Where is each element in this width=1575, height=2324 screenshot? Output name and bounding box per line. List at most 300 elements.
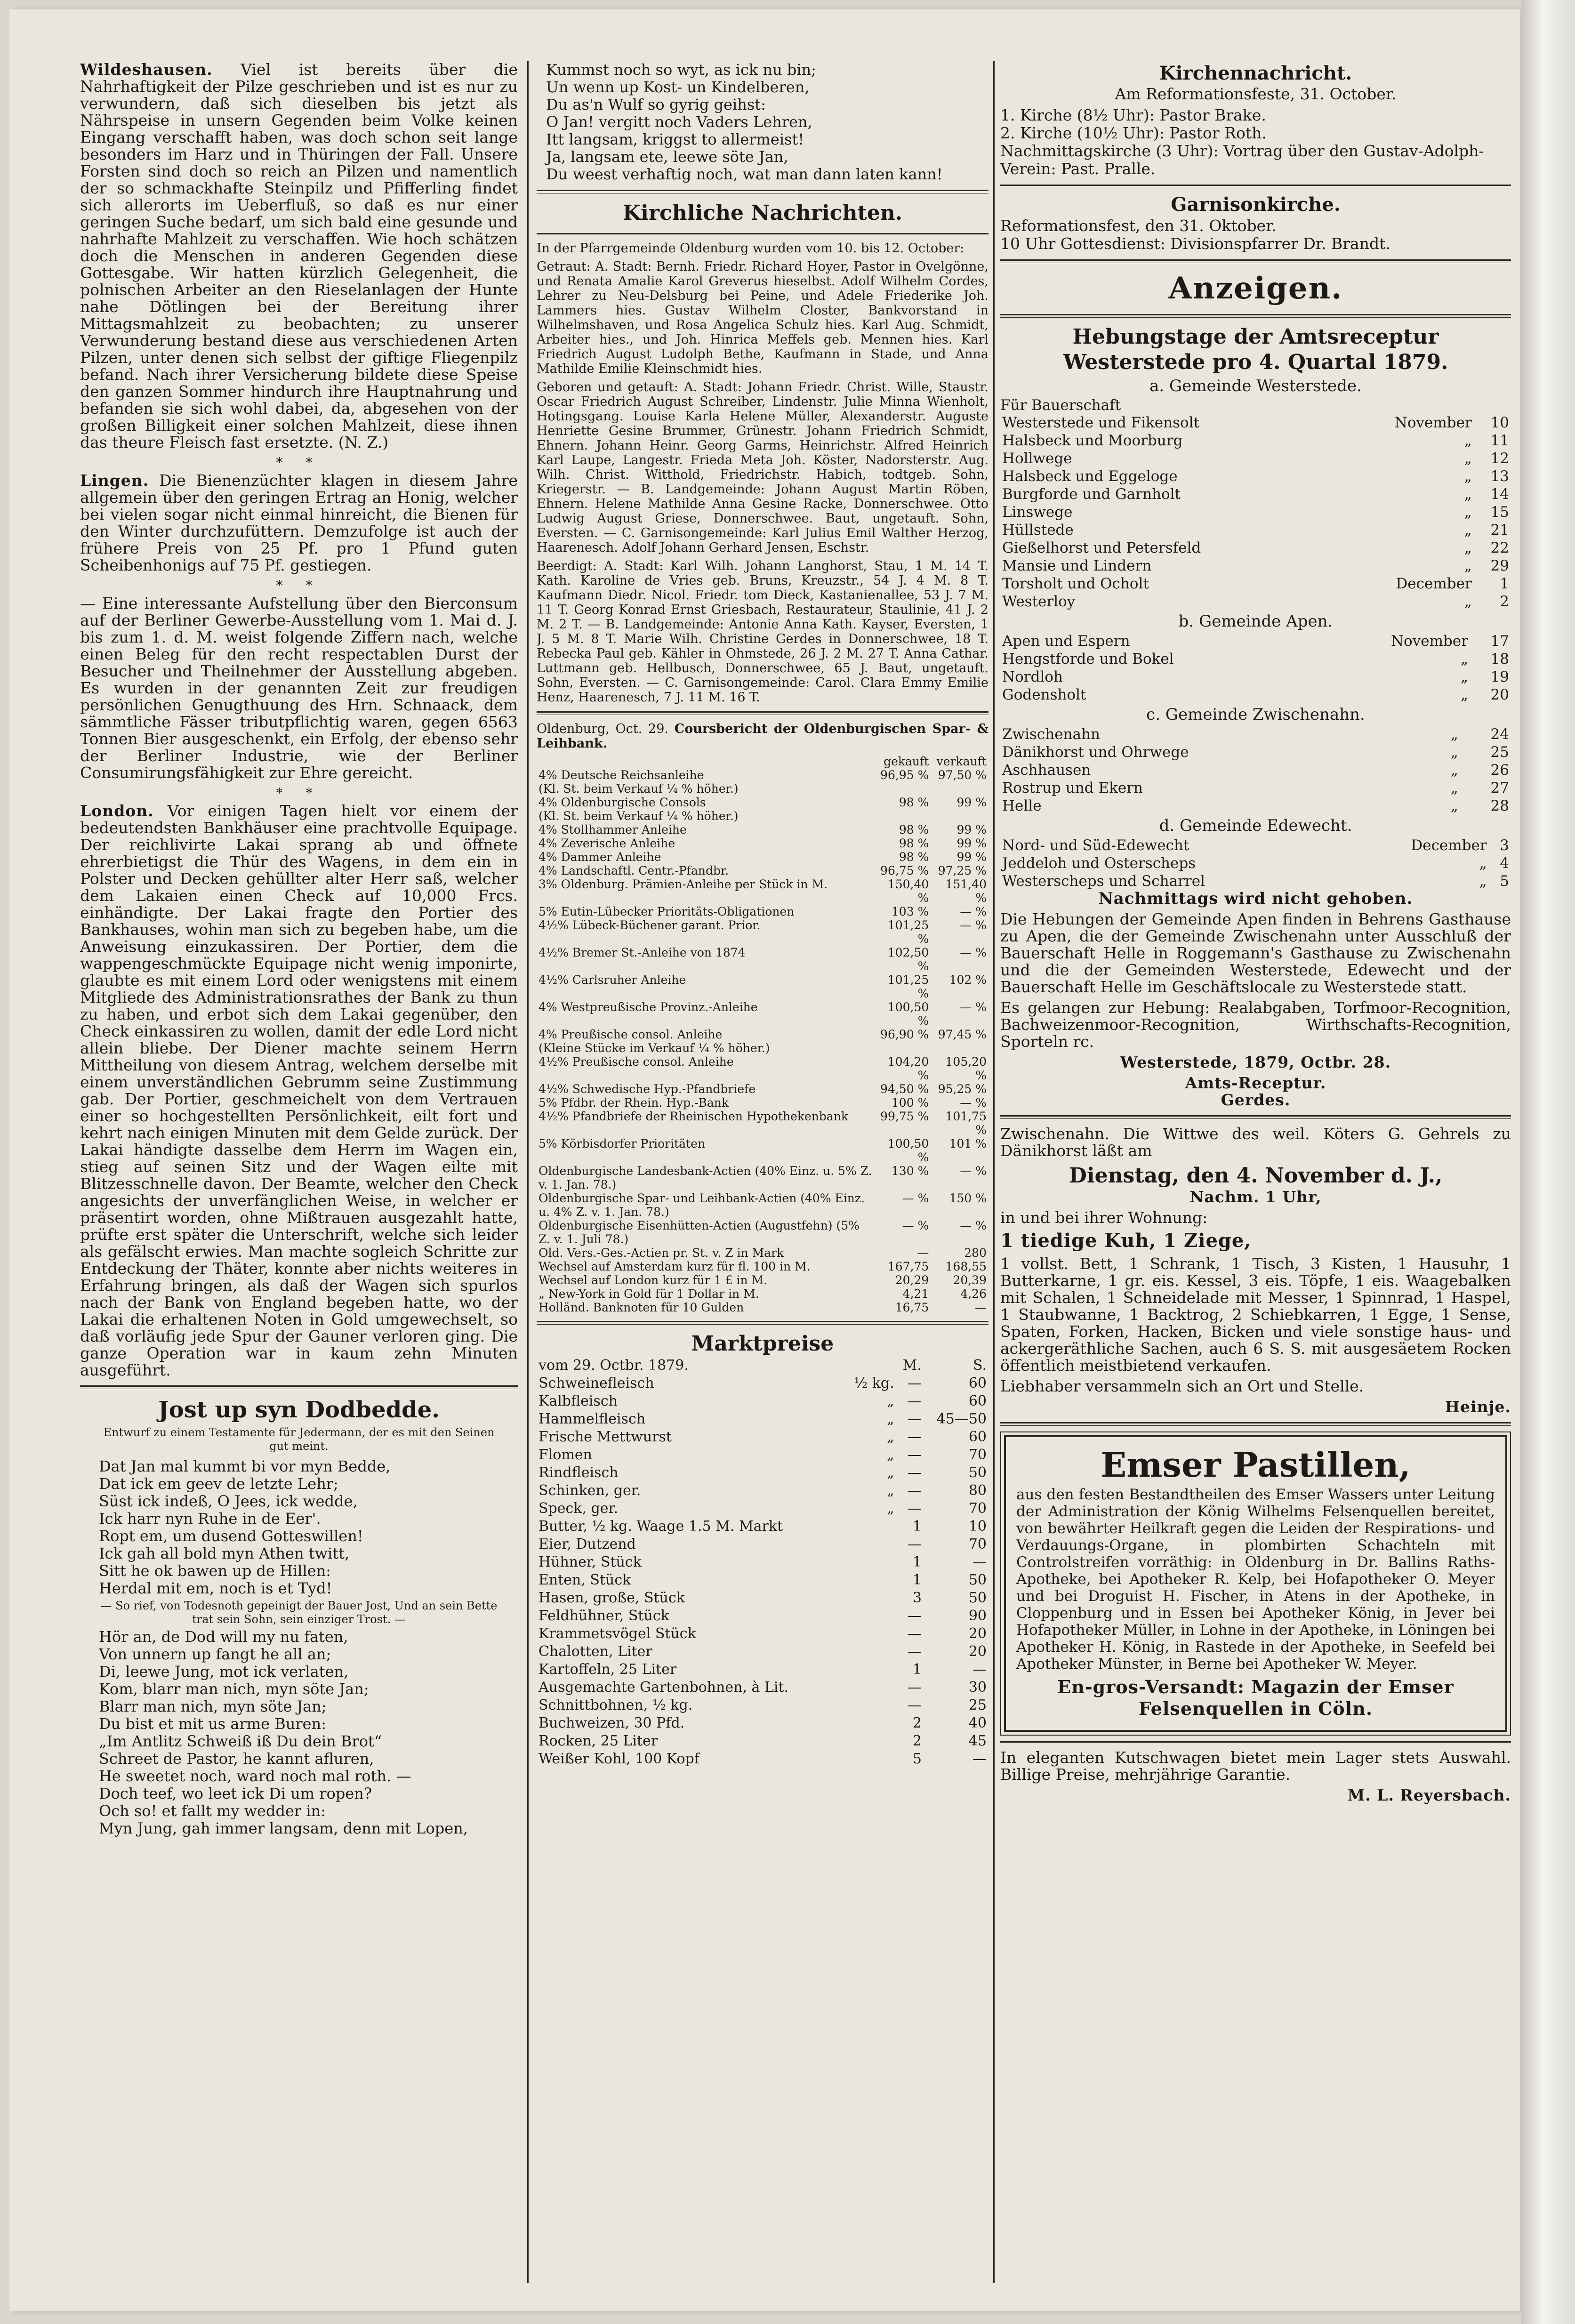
- table-row: [1000, 668, 1511, 686]
- table-cell: 4,26: [960, 1287, 987, 1301]
- table-row: [537, 1219, 988, 1246]
- kirchennachricht-date: Am Reformationsfeste, 31. October.: [1115, 85, 1397, 103]
- table-cell: 4: [1500, 855, 1509, 872]
- section-table: [1000, 836, 1511, 890]
- divider: [537, 711, 988, 715]
- auction-date: Dienstag, den 4. November d. J.,: [1069, 1164, 1443, 1188]
- hebung-text: Die Hebungen der Gemeinde Apen finden in Behrens Gasthause zu Apen, die der Gemeinde Zwischenahn unter Ausschluß der Bauerschaft Helle in Roggemann's Gasthause zu Zwischenahn und die der Gemeinden Westerstede, Edewecht und der Bauerschaft Helle im Geschäftslocale zu Westerstede statt.: [1000, 910, 1511, 996]
- auction-text: in und bei ihrer Wohnung:: [1000, 1208, 1208, 1227]
- table-cell: Rostrup und Ekern: [1002, 780, 1143, 796]
- table-cell: 150,40 %: [887, 877, 929, 905]
- table-cell: „: [1450, 726, 1458, 743]
- table-row: [537, 1750, 988, 1768]
- auction-time: Nachm. 1 Uhr,: [1189, 1188, 1322, 1206]
- table-cell: 103 %: [891, 905, 929, 918]
- auction-footer: Liebhaber versammeln sich an Ort und Stelle.: [1000, 1377, 1364, 1395]
- table-row: [1000, 836, 1511, 854]
- table-cell: [843, 1643, 896, 1661]
- table-cell: —: [907, 1393, 922, 1409]
- table-cell: 100,50 %: [887, 1137, 929, 1164]
- table-cell: —: [907, 1500, 922, 1517]
- table-cell: Hollwege: [1002, 450, 1072, 467]
- table-cell: Gießelhorst und Petersfeld: [1002, 539, 1201, 556]
- emser-title: Emser Pastillen,: [1101, 1445, 1411, 1485]
- table-cell: 102,50 %: [887, 946, 929, 973]
- text-line: O Jan! vergitt noch Vaders Lehren,: [546, 113, 812, 131]
- table-cell: 16,75: [895, 1301, 929, 1314]
- table-cell: „: [1464, 486, 1472, 503]
- table-cell: Frische Mettwurst: [538, 1429, 672, 1445]
- table-row: [1000, 593, 1511, 611]
- kirchennachricht-lines: [1000, 106, 1511, 178]
- table-cell: 94,50 %: [880, 1082, 929, 1096]
- kirchliche-getraut: Getraut: A. Stadt: Bernh. Friedr. Richard Hoyer, Pastor in Ovelgönne, und Renata Amalie Karol Greverus hieselbst. Adolf Wilhelm Cordes, Lehrer zu Neu-Delsburg bei Peine, und Adele Friederike Joh. Lammers hies. Gustav Wilhelm Closter, Bankvorstand in Wilhelmshaven, und Rosa Angelica Schulz hies. Karl Aug. Schmidt, Arbeiter hies., und Joh. Hinrica Meffels geb. Mennen hies. Karl Friedrich August Ludolph Bethe, Kaufmann in Stade, und Anna Mathilde Emilie Kleinschmidt hies.: [537, 259, 988, 376]
- table-cell: „: [1464, 522, 1472, 539]
- table-row: [537, 973, 988, 1000]
- table-cell: 4½% Preußische consol. Anleihe: [538, 1055, 734, 1069]
- table-cell: 4,21: [902, 1287, 929, 1301]
- table-row: [1000, 632, 1511, 650]
- table-cell: Weißer Kohl, 100 Kopf: [538, 1751, 699, 1767]
- table-cell: — %: [960, 1096, 987, 1110]
- table-cell: „: [887, 1393, 894, 1409]
- table-cell: 4% Zeverische Anleihe: [538, 836, 675, 850]
- table-cell: 97,50 %: [938, 768, 987, 782]
- table-cell: [843, 1607, 896, 1625]
- table-cell: 95,25 %: [938, 1082, 987, 1096]
- table-cell: 30: [968, 1679, 987, 1696]
- table-cell: [843, 1750, 896, 1768]
- table-cell: 70: [968, 1536, 987, 1552]
- table-cell: —: [907, 1643, 922, 1660]
- table-cell: Flomen: [538, 1447, 592, 1463]
- divider: [1000, 1422, 1511, 1426]
- table-cell: „: [1464, 450, 1472, 467]
- table-cell: December: [1396, 575, 1472, 592]
- section-title: d. Gemeinde Edewecht.: [1159, 816, 1352, 835]
- table-cell: Hühner, Stück: [538, 1554, 642, 1570]
- table-cell: November: [1394, 414, 1472, 431]
- table-row: [537, 1607, 988, 1625]
- section-table: [1000, 725, 1511, 815]
- table-cell: ½ kg.: [854, 1375, 894, 1391]
- table-cell: 50: [968, 1590, 987, 1606]
- table-cell: 22: [1490, 539, 1509, 556]
- table-cell: „: [887, 1464, 894, 1481]
- article-wildeshausen: [80, 61, 518, 451]
- table-row: [537, 1246, 988, 1260]
- table-cell: Westerstede und Fikensolt: [1002, 414, 1200, 431]
- table-cell: — %: [960, 918, 987, 932]
- table-cell: 4% Dammer Anleihe: [538, 850, 661, 864]
- col-gekauft: gekauft: [884, 755, 929, 768]
- table-cell: Old. Vers.-Ges.-Actien pr. St. v. Z in Mark: [538, 1246, 784, 1260]
- kurs-place: Oldenburg, Oct. 29.: [537, 722, 668, 736]
- table-cell: 4% Landschaftl. Centr.-Pfandbr.: [538, 864, 729, 877]
- table-cell: [843, 1518, 896, 1536]
- table-cell: 4½% Lübeck-Büchener garant. Prior.: [538, 918, 761, 932]
- table-cell: Westerscheps und Scharrel: [1002, 873, 1205, 890]
- text-line: Kummst noch so wyt, as ick nu bin;: [546, 61, 816, 79]
- text-line: 1. Kirche (8½ Uhr): Pastor Brake.: [1000, 106, 1266, 124]
- divider: [1000, 1115, 1511, 1119]
- table-row: [537, 782, 988, 796]
- table-cell: Holländ. Banknoten für 10 Gulden: [538, 1301, 744, 1314]
- table-cell: Enten, Stück: [538, 1572, 631, 1588]
- table-cell: Halsbeck und Moorburg: [1002, 432, 1183, 449]
- table-row: [537, 1732, 988, 1750]
- text-line: Du as'n Wulf so gyrig geihst:: [546, 96, 766, 113]
- table-cell: 4% Preußische consol. Anleihe: [538, 1028, 723, 1041]
- table-cell: [843, 1661, 896, 1679]
- table-cell: —: [907, 1625, 922, 1642]
- table-cell: —: [907, 1464, 922, 1481]
- table-cell: November: [1390, 633, 1469, 650]
- table-row: [537, 1028, 988, 1041]
- text-line: Reformationsfest, den 31. Oktober.: [1000, 217, 1277, 235]
- markt-table: [537, 1357, 988, 1768]
- table-cell: Rocken, 25 Liter: [538, 1733, 658, 1749]
- page-edge: [1521, 0, 1575, 2324]
- table-cell: 50: [968, 1572, 987, 1588]
- table-cell: 4½% Schwedische Hyp.-Pfandbriefe: [538, 1082, 756, 1096]
- table-row: [1000, 779, 1511, 797]
- table-cell: 10: [968, 1518, 987, 1535]
- table-row: [537, 1055, 988, 1082]
- table-row: [1000, 521, 1511, 539]
- table-cell: 20,29: [895, 1273, 929, 1287]
- column-rule: [993, 61, 995, 2283]
- table-cell: 4% Deutsche Reichsanleihe: [538, 768, 704, 782]
- kurs-title: Coursbericht der Oldenburgischen Spar- & Leihbank.: [537, 722, 988, 751]
- table-cell: 4% Stollhammer Anleihe: [538, 823, 687, 836]
- table-row: [537, 1679, 988, 1697]
- table-cell: 50: [968, 1464, 987, 1481]
- table-row: [537, 1375, 988, 1392]
- table-row: [537, 823, 988, 836]
- table-cell: —: [907, 1697, 922, 1713]
- text-line: Blarr man nich, myn söte Jan;: [99, 1697, 327, 1715]
- auction-items-bold: 1 tiedige Kuh, 1 Ziege,: [1000, 1230, 1252, 1252]
- table-row: [537, 864, 988, 877]
- table-cell: 90: [968, 1608, 987, 1624]
- table-cell: 1: [912, 1661, 922, 1678]
- table-cell: Oldenburgische Landesbank-Actien (40% Einz. u. 5% Z. v. 1. Jan. 78.): [538, 1164, 872, 1191]
- table-row: [537, 1096, 988, 1110]
- table-cell: [843, 1679, 896, 1697]
- table-row: [537, 1301, 988, 1314]
- table-cell: 15: [1490, 504, 1509, 521]
- kurs-header: [537, 722, 988, 751]
- text-line: He sweetet noch, ward noch mal roth. —: [99, 1767, 411, 1785]
- table-cell: —: [907, 1482, 922, 1499]
- table-row: [537, 1041, 988, 1055]
- table-row: [1000, 503, 1511, 521]
- hebung-sections: [1000, 375, 1511, 890]
- table-row: [537, 1661, 988, 1679]
- table-cell: 5: [1500, 873, 1509, 890]
- section-title: c. Gemeinde Zwischenahn.: [1146, 705, 1365, 724]
- table-cell: —: [972, 1661, 987, 1678]
- table-cell: 99,75 %: [880, 1110, 929, 1123]
- table-cell: Schweinefleisch: [538, 1375, 654, 1391]
- table-cell: 20,39: [953, 1273, 987, 1287]
- divider: [80, 1385, 518, 1389]
- table-cell: „: [1464, 557, 1472, 574]
- table-cell: —: [907, 1536, 922, 1552]
- table-cell: 5% Eutin-Lübecker Prioritäts-Obligationen: [538, 905, 795, 918]
- table-cell: —: [972, 1751, 987, 1767]
- table-cell: „: [1450, 762, 1458, 779]
- table-cell: „: [1464, 504, 1472, 521]
- table-cell: [875, 782, 931, 796]
- article-lingen: [80, 472, 518, 574]
- table-row: [537, 1164, 988, 1191]
- text-line: Dat ick em geev de letzte Lehr;: [99, 1475, 338, 1493]
- table-cell: Burgforde und Garnholt: [1002, 486, 1181, 503]
- table-row: [537, 1000, 988, 1028]
- kirchennachricht-title: Kirchennachricht.: [1159, 62, 1352, 84]
- table-cell: Halsbeck und Eggeloge: [1002, 468, 1178, 485]
- table-cell: [843, 1625, 896, 1643]
- table-cell: Zwischenahn: [1002, 726, 1100, 743]
- divider: [537, 190, 988, 193]
- table-cell: „: [1460, 686, 1469, 703]
- kirchliche-title: Kirchliche Nachrichten.: [622, 201, 903, 225]
- table-cell: Speck, ger.: [538, 1500, 619, 1517]
- divider: [1000, 1741, 1511, 1743]
- table-row: [537, 1392, 988, 1410]
- table-row: [537, 1082, 988, 1096]
- table-cell: 20: [1490, 686, 1509, 703]
- table-cell: —: [917, 1246, 929, 1260]
- table-cell: [843, 1732, 896, 1750]
- table-row: [537, 1446, 988, 1464]
- table-cell: 12: [1490, 450, 1509, 467]
- table-cell: — %: [960, 946, 987, 959]
- text-line: Ick harr nyn Ruhe in de Eer'.: [99, 1510, 321, 1528]
- table-cell: Oldenburgische Spar- und Leihbank-Actien (40% Einz. u. 4% Z. v. 1. Jan. 78.): [538, 1191, 865, 1219]
- kirchliche-intro: In der Pfarrgemeinde Oldenburg wurden vom 10. bis 12. October:: [537, 241, 964, 256]
- table-cell: 1: [1500, 575, 1509, 592]
- table-cell: (Kl. St. beim Verkauf ¼ % höher.): [538, 782, 739, 796]
- table-cell: 280: [964, 1246, 987, 1260]
- table-row: [537, 768, 988, 782]
- hebung-text-2: Es gelangen zur Hebung: Realabgaben, Torfmoor-Recognition, Bachweizenmoor-Recognition, Wirthschafts-Recognition, Sporteln rc.: [1000, 998, 1511, 1051]
- newspaper-page: [9, 9, 1520, 2311]
- table-cell: 70: [968, 1447, 987, 1463]
- column-1: [80, 61, 518, 2283]
- table-row: [537, 1714, 988, 1732]
- separator-stars: * *: [276, 578, 322, 593]
- table-cell: December: [1411, 837, 1487, 854]
- table-cell: 13: [1490, 468, 1509, 485]
- poem-continuation: [537, 61, 988, 183]
- kurs-table: [537, 755, 988, 1314]
- text-line: Nachmittagskirche (3 Uhr): Vortrag über den Gustav-Adolph-Verein: Past. Pralle.: [1000, 142, 1484, 178]
- text-line: Un wenn up Kost- un Kindelberen,: [546, 78, 810, 96]
- table-cell: 40: [968, 1715, 987, 1731]
- column-rule: [527, 61, 529, 2283]
- table-cell: 167,75: [887, 1260, 929, 1273]
- table-cell: Mansie und Lindern: [1002, 557, 1152, 574]
- table-cell: Eier, Dutzend: [538, 1536, 636, 1552]
- table-cell: 3: [912, 1590, 922, 1606]
- table-cell: Chalotten, Liter: [538, 1643, 652, 1660]
- table-cell: 98 %: [899, 850, 929, 864]
- table-cell: „: [1464, 593, 1472, 610]
- text-line: Du weest verhaftig noch, wat man dann laten kann!: [546, 165, 943, 183]
- table-cell: 5% Körbisdorfer Prioritäten: [538, 1137, 706, 1150]
- text-line: Myn Jung, gah immer langsam, denn mit Lopen,: [99, 1819, 468, 1837]
- table-cell: 4% Oldenburgische Consols: [538, 796, 706, 809]
- separator-stars: * *: [276, 455, 322, 470]
- table-cell: „: [1460, 668, 1469, 685]
- table-cell: Jeddeloh und Osterscheps: [1002, 855, 1196, 872]
- table-cell: [843, 1536, 896, 1553]
- hebung-org: Amts-Receptur.: [1185, 1074, 1326, 1092]
- table-cell: 70: [968, 1500, 987, 1517]
- table-cell: Aschhausen: [1002, 762, 1091, 779]
- table-cell: Buchweizen, 30 Pfd.: [538, 1715, 685, 1731]
- divider: [1000, 185, 1511, 186]
- table-cell: 100,50 %: [887, 1000, 929, 1028]
- table-cell: 96,75 %: [880, 864, 929, 877]
- text-line: Ropt em, um dusend Gotteswillen!: [99, 1527, 363, 1545]
- text-line: Hör an, de Dod will my nu faten,: [99, 1628, 348, 1646]
- table-cell: 45—50: [936, 1411, 987, 1427]
- text-line: Herdal mit em, noch is et Tyd!: [99, 1579, 332, 1597]
- table-cell: [843, 1714, 896, 1732]
- table-row: [1000, 686, 1511, 704]
- table-row: [537, 905, 988, 918]
- table-cell: 102 %: [949, 973, 987, 987]
- kicker: Wildeshausen.: [80, 61, 213, 79]
- table-cell: „: [1479, 873, 1487, 890]
- table-row: [1000, 872, 1511, 890]
- table-row: [1000, 467, 1511, 485]
- table-row: [1000, 761, 1511, 779]
- text-line: Schreet de Pastor, he kannt afluren,: [99, 1750, 374, 1768]
- table-cell: Wechsel auf Amsterdam kurz für fl. 100 in M.: [538, 1260, 811, 1273]
- table-cell: [875, 1041, 931, 1055]
- table-cell: Wechsel auf London kurz für 1 £ in M.: [538, 1273, 768, 1287]
- table-cell: 97,25 %: [938, 864, 987, 877]
- table-cell: (Kleine Stücke im Verkauf ¼ % höher.): [538, 1041, 770, 1055]
- table-cell: Torsholt und Ocholt: [1002, 575, 1149, 592]
- table-cell: 60: [968, 1429, 987, 1445]
- table-cell: 60: [968, 1375, 987, 1391]
- poem-note: — So rief, von Todesnoth gepeinigt der Bauer Jost, Und an sein Bette trat sein Sohn, sein einziger Trost. —: [100, 1599, 498, 1626]
- table-cell: 101 %: [949, 1137, 987, 1150]
- table-row: [1000, 575, 1511, 593]
- table-cell: 101,25 %: [887, 973, 929, 1000]
- table-row: [537, 877, 988, 905]
- table-cell: (Kl. St. beim Verkauf ¼ % höher.): [538, 809, 739, 823]
- divider: [1000, 314, 1511, 318]
- table-row: [537, 1536, 988, 1553]
- table-cell: Godensholt: [1002, 686, 1086, 703]
- table-cell: [843, 1571, 896, 1589]
- table-cell: 3: [1500, 837, 1509, 854]
- table-row: [537, 1500, 988, 1518]
- table-cell: —: [907, 1429, 922, 1445]
- emser-ad: [1004, 1435, 1507, 1732]
- table-cell: 96,90 %: [880, 1028, 929, 1041]
- text-line: Ick gah all bold myn Athen twitt,: [99, 1544, 350, 1562]
- table-row: [537, 809, 988, 823]
- table-row: [1000, 557, 1511, 575]
- table-cell: 19: [1490, 668, 1509, 685]
- text-line: 10 Uhr Gottesdienst: Divisionspfarrer Dr. Brandt.: [1000, 234, 1390, 253]
- table-cell: 14: [1490, 486, 1509, 503]
- table-cell: 80: [968, 1482, 987, 1499]
- table-cell: —: [907, 1411, 922, 1427]
- article-text: Viel ist bereits über die Nahrhaftigkeit der Pilze geschrieben und ist es nur zu verwundern, daß sich dieselben bis jetzt als Nährspeise in unsern Gegenden beim Volke keinen Eingang verschafft haben, was doch schon seit lange besonders im Harz und in Thüringen der Fall. Unsere Forsten sind doch so reich an Pilzen und namentlich der so schmackhafte Steinpilz und Pfifferling findet sich allerorts im Ueberfluß, so daß es nur einer geringen Suche bedarf, um sich bald eine gesunde und nahrhafte Mahlzeit zu verschaffen. Wie hoch schätzen doch die Menschen in anderen Gegenden diese Gottesgabe. Wir hatten kürzlich Gelegenheit, die polnischen Arbeiter an den Rieselanlagen der Hunte nahe Dötlingen bei der Bereitung ihrer Mittagsmahlzeit zu beobachten; zu unserer Verwunderung bestand diese aus verschiedenen Arten Pilzen, unter denen sich selbst der giftige Fliegenpilz befand. Nach ihrer Versicherung bildete diese Speise den ganzen Sommer hindurch ihre Hauptnahrung und befanden sie sich wohl dabei, da, abgesehen von der großen Billigkeit einer solchen Mahlzeit, diese ihnen das theure Fleisch fast ersetzte.: [80, 61, 518, 451]
- table-cell: —: [907, 1375, 922, 1391]
- column-2: [537, 61, 988, 2283]
- table-cell: „: [1479, 855, 1487, 872]
- table-cell: 4% Westpreußische Provinz.-Anleihe: [538, 1000, 758, 1014]
- table-cell: Nord- und Süd-Edewecht: [1002, 837, 1189, 854]
- table-cell: 104,20 %: [887, 1055, 929, 1082]
- text-line: Di, leewe Jung, mot ick verlaten,: [99, 1663, 349, 1681]
- garnison-title: Garnisonkirche.: [1171, 193, 1341, 216]
- table-row: [1000, 725, 1511, 743]
- section-table: [1000, 414, 1511, 611]
- table-cell: „: [1450, 744, 1458, 761]
- table-row: [537, 796, 988, 809]
- article-text: Die Bienenzüchter klagen in diesem Jahre allgemein über den geringen Ertrag an Honig, welcher bei vielen sogar nicht einmal hinreicht, die Bienen für den Winter durchzufüttern. Demzufolge ist auch der frühere Preis von 25 Pf. pro 1 Pfund guten Scheibenhonigs auf 75 Pf. gestiegen.: [80, 471, 518, 574]
- table-cell: Rindfleisch: [538, 1464, 619, 1481]
- table-cell: 96,95 %: [880, 768, 929, 782]
- table-cell: 99 %: [956, 850, 987, 864]
- table-cell: „: [887, 1500, 894, 1517]
- table-cell: — %: [960, 1219, 987, 1232]
- table-row: [537, 1571, 988, 1589]
- table-cell: [843, 1589, 896, 1607]
- table-cell: 101,25 %: [887, 918, 929, 946]
- table-cell: — %: [960, 1164, 987, 1178]
- table-row: [1000, 432, 1511, 450]
- poem-stanza-2: [80, 1628, 518, 1837]
- section-title: a. Gemeinde Westerstede.: [1149, 377, 1362, 395]
- table-cell: 28: [1490, 797, 1509, 814]
- table-cell: „ New-York in Gold für 1 Dollar in M.: [538, 1287, 759, 1301]
- table-cell: 2: [912, 1733, 922, 1749]
- table-row: [1000, 539, 1511, 557]
- table-row: [537, 1518, 988, 1536]
- table-row: [537, 1287, 988, 1301]
- kicker: London.: [80, 802, 154, 820]
- table-cell: Schinken, ger.: [538, 1482, 641, 1499]
- table-row: [537, 1428, 988, 1446]
- table-cell: Kalbfleisch: [538, 1393, 618, 1409]
- table-row: [1000, 797, 1511, 815]
- poem-stanza-1: [80, 1458, 518, 1597]
- table-cell: Hüllstede: [1002, 522, 1074, 539]
- hebung-name: Gerdes.: [1221, 1091, 1291, 1109]
- table-cell: 1: [912, 1518, 922, 1535]
- text-line: Och so! et fallt my wedder in:: [99, 1802, 326, 1820]
- table-cell: 24: [1490, 726, 1509, 743]
- text-line: Sitt he ok bawen up de Hillen:: [99, 1562, 331, 1580]
- table-cell: —: [975, 1301, 987, 1314]
- table-cell: Nordloh: [1002, 668, 1063, 685]
- table-cell: Helle: [1002, 797, 1042, 814]
- kirchliche-geboren: Geboren und getauft: A. Stadt: Johann Friedr. Christ. Wille, Staustr. Oscar Friedrich August Schreiber, Lindenstr. Julie Minna Wienholt, Hotingsgang. Louise Karla Helene Müller, Alexanderstr. Auguste Henriette Gesine Brummer, Grünestr. Johann Friedrich Schmidt, Ehnern. Johann Heinr. Georg Garms, Heinrichstr. Alfred Heinrich Karl Laupe, Langestr. Frieda Meta Joh. Köster, Nadorsterstr. Aug. Wilh. Christ. Witthold, Friedrichstr. Habich, todtgeb. Sohn, Kriegerstr. — B. Landgemeinde: Johann August Martin Röben, Ehnern. Helene Mathilde Anna Gesine Racke, Donnerschwee. Otto Ludwig August Griese, Donnerschwee. Baut, ungetauft. Sohn, Eversten. — C. Garnisongemeinde: Karl Julius Emil Walther Herzog, Haarenesch. Adolf Johann Gerhard Jensen, Eschstr.: [537, 380, 988, 555]
- table-cell: 18: [1490, 651, 1509, 667]
